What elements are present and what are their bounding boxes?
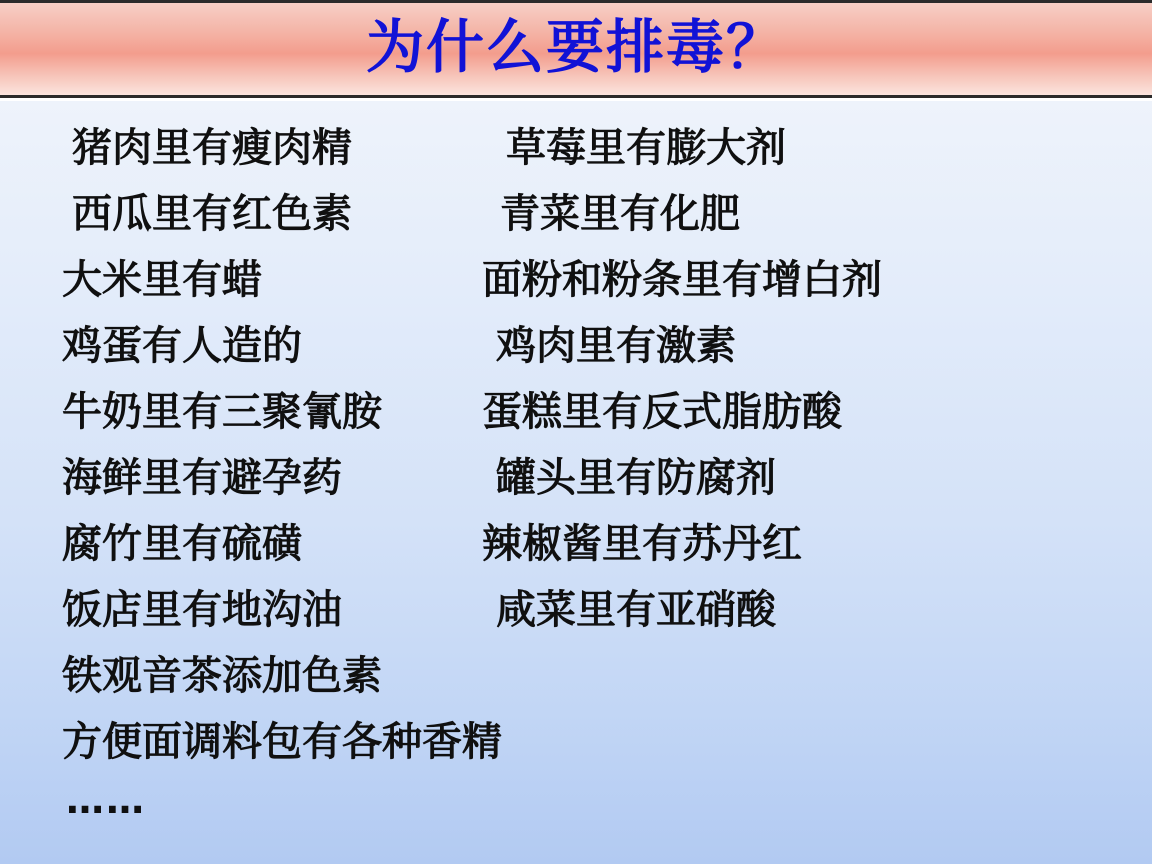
list-item-left: 海鲜里有避孕药 [62,455,342,501]
list-item [0,313,1152,379]
list-item [0,115,1152,181]
list-item-left: 猪肉里有瘦肉精 [72,125,352,171]
list-item-right: 草莓里有膨大剂 [506,125,786,171]
list-item [0,643,1152,709]
list-item-right: 青菜里有化肥 [500,191,740,237]
list-item-left: 方便面调料包有各种香精 [62,719,502,765]
list-item-right: 鸡肉里有激素 [496,323,736,369]
list-item [0,181,1152,247]
list-item-left: 牛奶里有三聚氰胺 [62,389,382,435]
list-item [0,709,1152,775]
list-item-right: 辣椒酱里有苏丹红 [482,521,802,567]
list-item-right: 面粉和粉条里有增白剂 [482,257,882,303]
slide-body [0,101,1152,864]
list-item-left: 饭店里有地沟油 [62,587,342,633]
list-item-left: 西瓜里有红色素 [72,191,352,237]
slide-title-band [0,0,1152,98]
ellipsis-text: …… [66,778,146,822]
list-item-left: 铁观音茶添加色素 [62,653,382,699]
list-item-right: 罐头里有防腐剂 [496,455,776,501]
list-item [0,511,1152,577]
list-item [0,247,1152,313]
list-item-left: 大米里有蜡 [62,257,262,303]
page-title: 为什么要排毒？ [365,13,786,81]
list-item [0,379,1152,445]
list-item [0,577,1152,643]
list-item-right: 咸菜里有亚硝酸 [496,587,776,633]
list-item-right: 蛋糕里有反式脂肪酸 [482,389,842,435]
list-item-left: 鸡蛋有人造的 [62,323,302,369]
list-item-left: 腐竹里有硫磺 [62,521,302,567]
list-item [0,445,1152,511]
